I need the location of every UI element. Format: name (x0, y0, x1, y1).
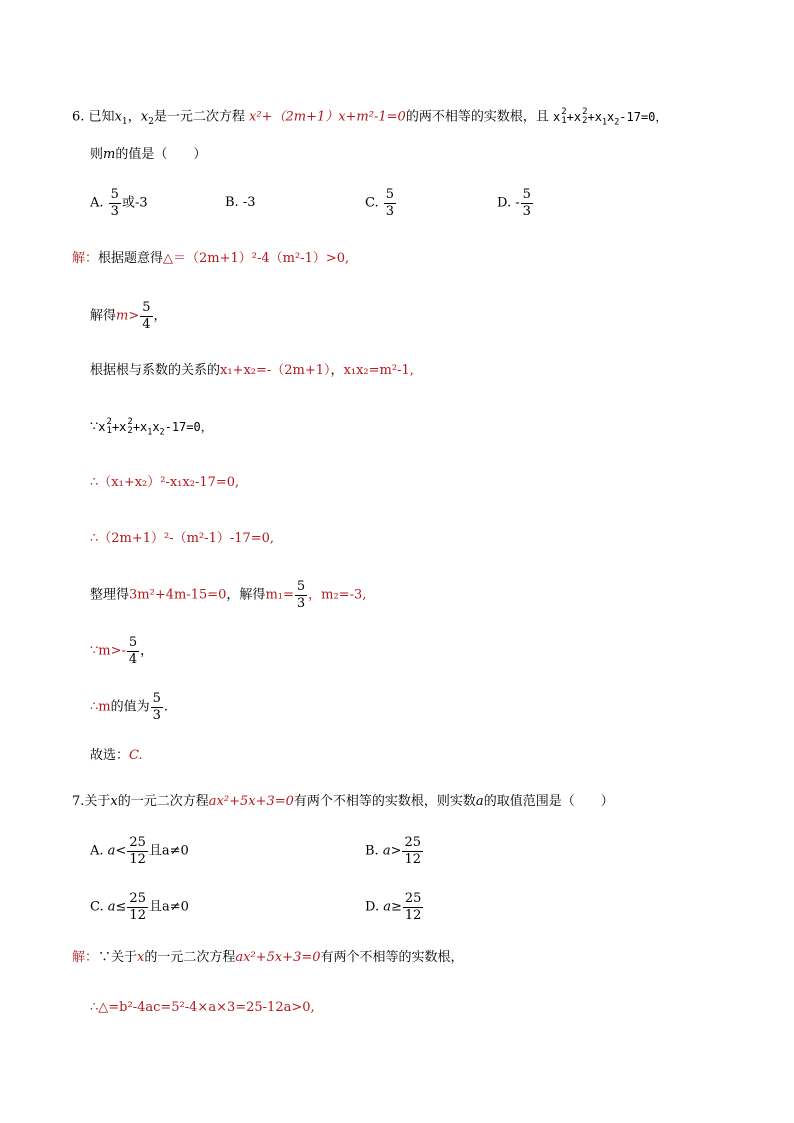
question-7-stem: 7.关于x的一元二次方程ax²+5x+3=0有两个不相等的实数根，则实数a的取值范围是（ ） (72, 794, 614, 809)
solution-6-line5: ∴（x₁+x₂）²-x₁x₂-17=0, (90, 475, 240, 490)
fraction: $\frac{5}{3}$ (110, 187, 119, 219)
option-d[interactable]: D. a≥ $\frac{25}{12}$ (365, 891, 422, 923)
option-c[interactable]: C. $\frac{5}{3}$ (365, 187, 395, 219)
solution-6-line9: ∴m的值为 $\frac{5}{3}$ . (90, 691, 169, 723)
fraction: $\frac{5}{3}$ (522, 187, 531, 219)
option-a[interactable]: A. $\frac{5}{3}$ 或-3 (90, 187, 148, 219)
solution-6-line8: ∵m>- $\frac{5}{4}$ ， (90, 635, 154, 667)
solution-6-line7: 整理得3m²+4m-15=0，解得m₁= $\frac{5}{3}$ ，m₂=-3, (90, 579, 367, 611)
solution-6-line4: ∵x 2 1 +x 2 2 $+x_1x_2-17=0$， (90, 417, 213, 436)
equation: x²+（2m+1）x+m²-1=0 (249, 109, 406, 125)
question-6-stem: 6. 已知$x_1$，$x_2$是一元二次方程 x²+（2m+1）x+m²-1=0的两不相等的实数根，且 x 2 1 +x 2 2 $+x_1x_2-17=0$， (72, 107, 668, 128)
solution-6-line1: 解：根据题意得△＝（2m+1）²-4（m²-1）>0, (72, 251, 350, 266)
option-c[interactable]: C. a≤ $\frac{25}{12}$ 且a≠0 (90, 891, 189, 923)
condition-expression: x 2 1 +x 2 2 $+x_1x_2-17=0$， (552, 107, 668, 126)
question-6-line2: 则m的值是（ ） (90, 147, 207, 162)
option-b[interactable]: B. -3 (225, 195, 256, 210)
solution-7-line1: 解：∵关于x的一元二次方程ax²+5x+3=0有两个不相等的实数根， (72, 950, 464, 965)
solution-6-answer: 故选：C. (90, 748, 143, 763)
question-number: 6. (72, 109, 85, 125)
option-d[interactable]: D. - $\frac{5}{3}$ (497, 187, 531, 219)
solution-6-line6: ∴（2m+1）²-（m²-1）-17=0, (90, 531, 275, 546)
option-a[interactable]: A. a< $\frac{25}{12}$ 且a≠0 (90, 835, 189, 867)
fraction: $\frac{5}{3}$ (385, 187, 395, 219)
solution-6-line3: 根据根与系数的关系的x₁+x₂=-（2m+1），x₁x₂=m²-1, (90, 363, 414, 378)
option-b[interactable]: B. a> $\frac{25}{12}$ (365, 835, 422, 867)
solution-7-line2: ∴△=b²-4ac=5²-4×a×3=25-12a>0, (90, 1000, 315, 1015)
solution-6-line2: 解得m> $\frac{5}{4}$ ， (90, 300, 167, 332)
